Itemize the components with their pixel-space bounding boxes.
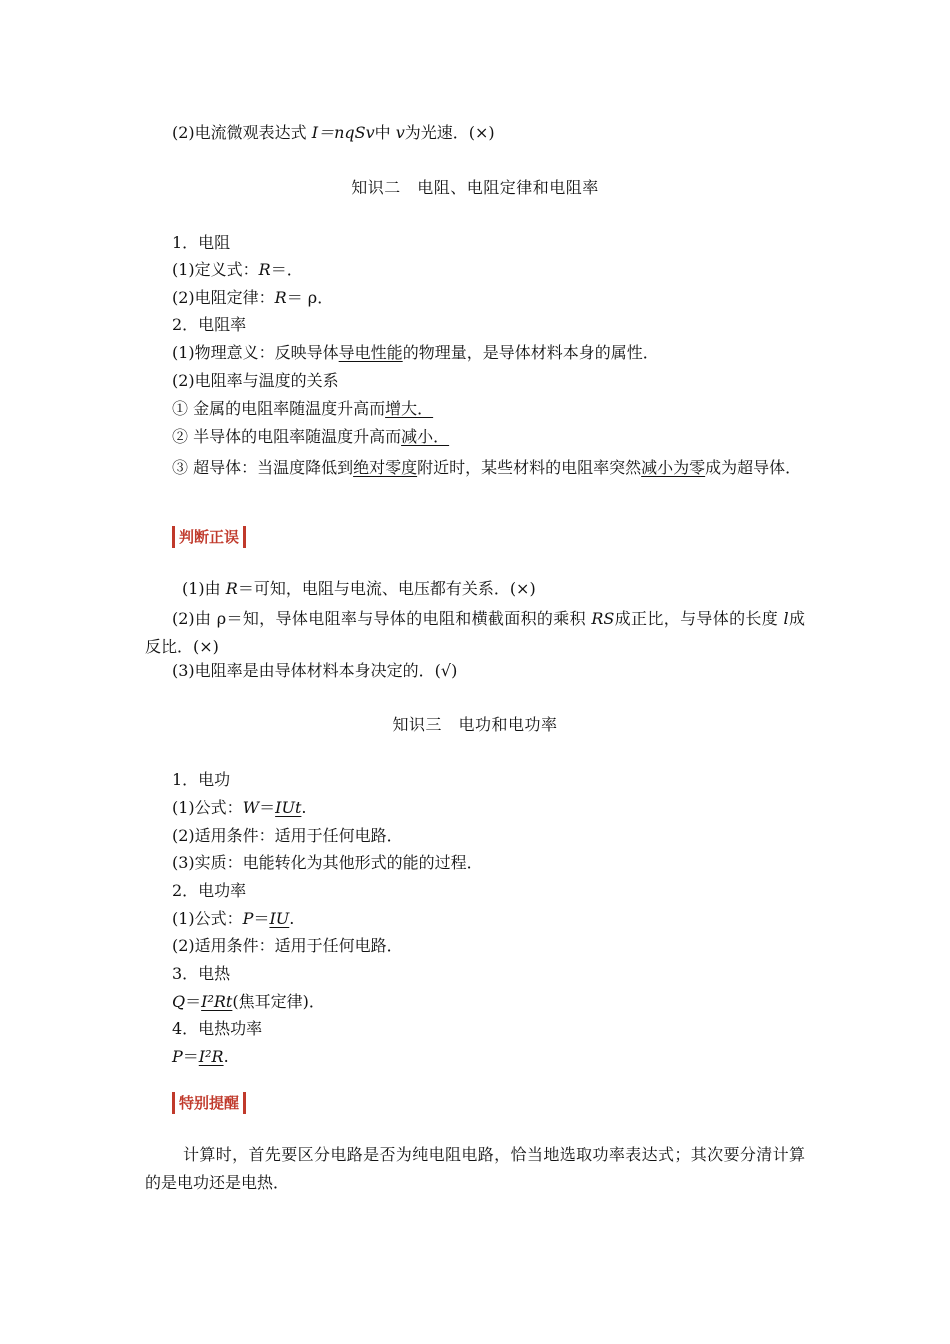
item-joule-heat: 3．电热 bbox=[172, 964, 231, 983]
judge-item-2: (2)由 ρ＝知，导体电阻率与导体的电阻和横截面积的乘积 RS成正比，与导体的长度 l成反比．(×) bbox=[145, 609, 805, 656]
work-essence: (3)实质：电能转化为其他形式的能的过程． bbox=[172, 853, 483, 872]
item-resistance: 1．电阻 bbox=[172, 233, 231, 252]
heat-power-formula: P＝I²R. bbox=[172, 1047, 229, 1066]
definition-formula: (1)定义式：R＝． bbox=[172, 260, 303, 279]
power-condition: (2)适用条件：适用于任何电路． bbox=[172, 936, 403, 955]
judge-tag: 判断正误 bbox=[172, 526, 246, 548]
work-condition: (2)适用条件：适用于任何电路． bbox=[172, 826, 403, 845]
item-electric-power: 2．电功率 bbox=[172, 881, 247, 900]
remind-tag: 特别提醒 bbox=[172, 1092, 246, 1114]
item-electric-work: 1．电功 bbox=[172, 770, 231, 789]
metal-resistivity: ① 金属的电阻率随温度升高而增大． bbox=[172, 399, 434, 418]
work-formula: (1)公式：W＝IUt. bbox=[172, 798, 307, 817]
micro-current-statement: (2)电流微观表达式 I＝nqSv中 v为光速．(×) bbox=[172, 123, 495, 142]
judge-item-1: (1)由 R＝可知，电阻与电流、电压都有关系．(×) bbox=[182, 579, 536, 598]
power-formula: (1)公式：P＝IU. bbox=[172, 909, 295, 928]
section-heading-knowledge-3: 知识三 电功和电功率 bbox=[392, 715, 558, 734]
temperature-relation: (2)电阻率与温度的关系 bbox=[172, 371, 339, 390]
semiconductor-resistivity: ② 半导体的电阻率随温度升高而减小． bbox=[172, 427, 450, 446]
item-heat-power: 4．电热功率 bbox=[172, 1019, 263, 1038]
joule-law-formula: Q＝I²Rt(焦耳定律)． bbox=[172, 992, 325, 1011]
superconductor-paragraph: ③ 超导体：当温度降低到绝对零度附近时，某些材料的电阻率突然减小为零成为超导体． bbox=[172, 458, 802, 477]
section-heading-knowledge-2: 知识二 电阻、电阻定律和电阻率 bbox=[351, 178, 599, 197]
remind-paragraph: 计算时，首先要区分电路是否为纯电阻电路，恰当地选取功率表达式；其次要分清计算的是电功还是电热． bbox=[145, 1145, 805, 1192]
resistance-law: (2)电阻定律：R＝ ρ． bbox=[172, 288, 334, 307]
physical-meaning: (1)物理意义：反映导体导电性能的物理量，是导体材料本身的属性． bbox=[172, 343, 659, 362]
judge-item-3: (3)电阻率是由导体材料本身决定的．(√) bbox=[172, 661, 458, 680]
item-resistivity: 2．电阻率 bbox=[172, 315, 247, 334]
